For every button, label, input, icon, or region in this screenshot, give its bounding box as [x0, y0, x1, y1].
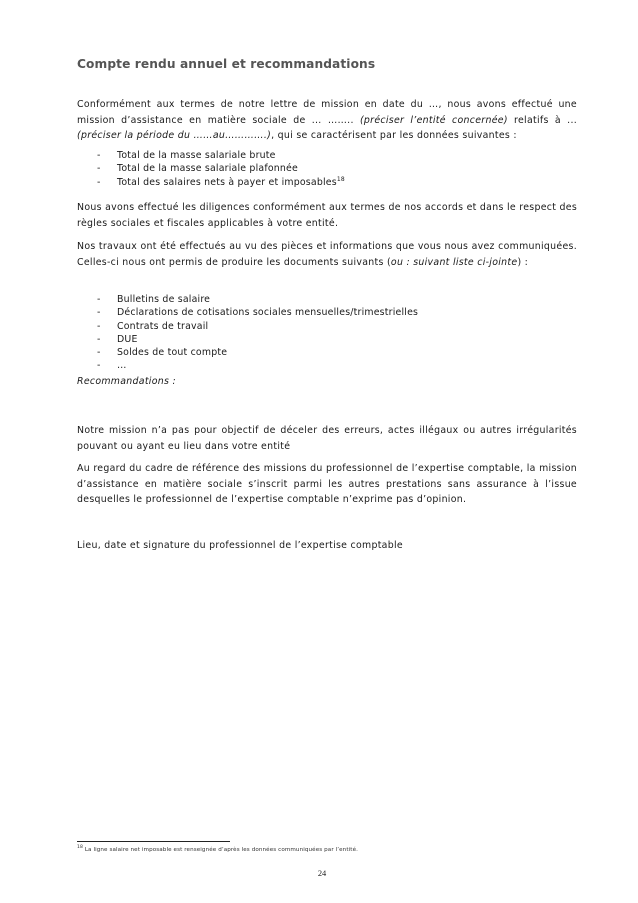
travaux-italic: ou : suivant liste ci-jointe	[390, 256, 518, 268]
page-title: Compte rendu annuel et recommandations	[77, 57, 376, 71]
list-item: - Total de la masse salariale brute	[97, 150, 276, 161]
cadre-paragraph: Au regard du cadre de référence des missions du professionnel de l’expertise comptable, la mission d’assistance en matière sociale s’inscrit parmi les autres prestations sans assurance à l’issue desquelles le professionnel de l’expertise comptable n’exprime pas d’opinion.	[77, 463, 577, 505]
intro-italic-entity: (préciser l’entité concernée)	[359, 114, 508, 126]
list-item: - Total des salaires nets à payer et imposables$^{18}$	[97, 175, 345, 188]
list-item: - DUE	[97, 333, 138, 345]
diligences-paragraph: Nous avons effectué les diligences conformément aux termes de nos accords et dans le respect des règles sociales et fiscales applicables à votre entité.	[77, 202, 577, 229]
list-item: - Déclarations de cotisations sociales mensuelles/trimestrielles	[97, 307, 419, 319]
list-item: - Contrats de travail	[97, 320, 209, 332]
list-item: - Bulletins de salaire	[97, 294, 211, 305]
data-list	[77, 149, 345, 189]
intro-text-start: Conformément aux termes de notre lettre de mission en date du …, nous avons effectué une mission d’assistance en matière sociale de ... ……..	[77, 99, 577, 126]
intro-text-mid: relatifs à ...	[507, 114, 578, 126]
list-item: - Total de la masse salariale plafonnée	[97, 163, 298, 175]
list-item: - …	[97, 360, 127, 372]
mission-paragraph: Notre mission n’a pas pour objectif de déceler des erreurs, actes illégaux ou autres irrégularités pouvant ou ayant eu lieu dans votre entité	[77, 425, 577, 452]
documents-list	[77, 293, 418, 373]
signature-line: Lieu, date et signature du professionnel de l’expertise comptable	[77, 540, 403, 551]
footnote-separator	[77, 841, 230, 842]
intro-italic-period: (préciser la période du ……au………….)	[77, 130, 272, 141]
list-item: - Soldes de tout compte	[97, 347, 228, 359]
intro-text-end: , qui se caractérisent par les données suivantes :	[271, 130, 517, 141]
footnote-reference[interactable]: 18	[336, 175, 345, 183]
travaux-paragraph: Nos travaux ont été effectués au vu des pièces et informations que vous nous avez communiquées. Celles-ci nous ont permis de produire les documents suivants (ou : suivant liste ci-jointe) :	[77, 241, 577, 268]
intro-paragraph	[77, 97, 577, 144]
footnote-number: 18	[77, 845, 83, 851]
recommandations-heading: Recommandations :	[77, 376, 176, 387]
footnote	[77, 847, 358, 853]
footnote-text: La ligne salaire net imposable est renseignée d’après les données communiquées par l’entité.	[82, 847, 358, 853]
page-number: 24	[317, 869, 327, 878]
